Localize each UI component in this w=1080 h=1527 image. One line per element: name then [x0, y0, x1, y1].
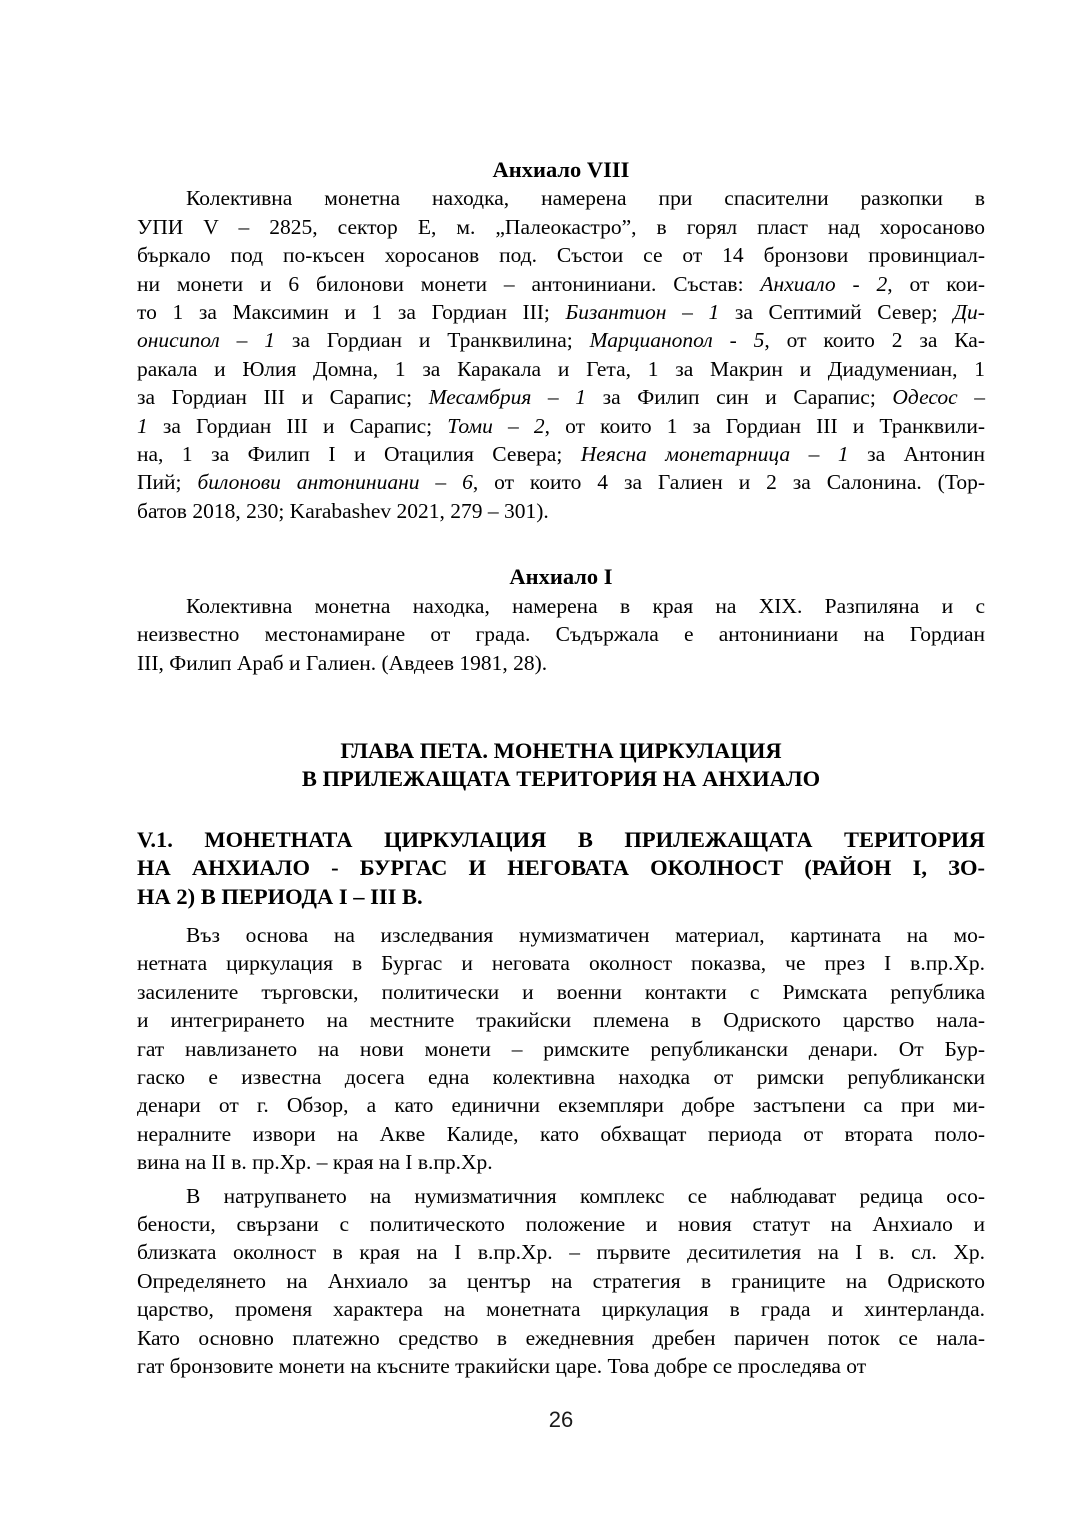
text-line: В натрупването на нумизматичния комплекс се наблюдават редица осо-: [186, 1183, 985, 1208]
section-heading-line: V.1. МОНЕТНАТА ЦИРКУЛАЦИЯ В ПРИЛЕЖАЩАТА ТЕРИТОРИЯ: [137, 826, 985, 852]
text-line: нетната циркулация в Бургас и неговата околност показва, че през I в.пр.Хр.: [137, 951, 985, 976]
section-heading-line: НА АНХИАЛО - БУРГАС И НЕГОВАТА ОКОЛНОСТ (РАЙОН I, ЗО-: [137, 855, 985, 881]
italic-text-segment: онисипол – 1: [137, 328, 276, 353]
paragraph: [137, 921, 985, 1177]
text-line: Въз основа на изследвания нумизматичен материал, картината на мо-: [186, 922, 985, 947]
text-segment: за Гордиан и Транквилина;: [275, 328, 590, 353]
find-heading: Анхиало VIII: [492, 157, 630, 182]
text-line: [137, 270, 985, 298]
text-segment: Пий;: [137, 470, 198, 495]
text-line: УПИ V – 2825, сектор Е, м. „Палеокастро”, в горял пласт над хоросаново: [137, 214, 985, 239]
text-line: батов 2018, 230; Karabashev 2021, 279 – 301).: [137, 498, 549, 523]
page-number: 26: [548, 1407, 574, 1432]
text-line: [137, 383, 985, 411]
italic-text-segment: 1: [137, 413, 148, 438]
text-line: III, Филип Араб и Галиен. (Авдеев 1981, 28).: [137, 650, 548, 675]
text-line: [137, 326, 985, 354]
italic-text-segment: Бизантион – 1: [565, 300, 720, 325]
italic-text-segment: билонови антониниани – 6: [197, 470, 473, 495]
text-line: [137, 298, 985, 326]
text-segment: ни монети и 6 билонови монети – антониниани. Състав:: [137, 271, 761, 296]
paragraph: [137, 1182, 985, 1381]
page-text-block: [137, 156, 985, 1380]
text-segment: за Септимий Север;: [719, 300, 954, 325]
text-segment: за Гордиан III и Сарапис;: [147, 413, 448, 438]
chapter-heading-line: В ПРИЛЕЖАЩАТА ТЕРИТОРИЯ НА АНХИАЛО: [301, 766, 821, 792]
italic-text-segment: Одесос –: [892, 385, 985, 410]
text-line: близката околност в края на I в.пр.Хр. – първите деситилетия на I в. сл. Хр.: [137, 1240, 985, 1265]
italic-text-segment: Месамбрия – 1: [428, 385, 587, 410]
text-segment: , от които 1 за Гордиан III и Транквили-: [544, 413, 985, 438]
italic-text-segment: Марцианопол - 5: [589, 328, 765, 353]
chapter-heading: [137, 737, 985, 794]
text-line: неизвестно местонамиране от града. Съдържала е антониниани на Гордиан: [137, 622, 985, 647]
text-line: гат навлизането на нови монети – римските републикански денари. От Бур-: [137, 1036, 985, 1061]
text-line: [137, 468, 985, 496]
text-line: ракала и Юлия Домна, 1 за Каракала и Гета, 1 за Макрин и Диадумениан, 1: [137, 356, 985, 381]
text-segment: , от които 4 за Галиен и 2 за Салонина. (Тор-: [472, 470, 985, 495]
section-heading-line: НА 2) В ПЕРИОДА I – III В.: [137, 883, 423, 909]
text-line: бъркало под по-късен хоросанов под. Състои се от 14 бронзови провинциал-: [137, 243, 985, 268]
text-line: Колективна монетна находка, намерена при спасителни разкопки в: [186, 186, 985, 211]
paragraph: [137, 184, 985, 525]
text-line: засилените търговски, политически и военни контакти с Римската република: [137, 979, 985, 1004]
text-line: [137, 412, 985, 440]
italic-text-segment: Неясна монетарница – 1: [580, 442, 849, 467]
text-line: Колективна монетна находка, намерена в края на XIX. Разпиляна и с: [186, 593, 985, 618]
section-heading: [137, 826, 985, 911]
text-segment: на, 1 за Филип I и Отацилия Севера;: [137, 442, 581, 467]
text-line: и интегрирането на местните тракийски племена в Одриското царство нала-: [137, 1008, 985, 1033]
find-heading: Анхиало I: [509, 564, 613, 590]
text-segment: за Гордиан III и Сарапис;: [137, 385, 429, 410]
text-line: гаско е известна досега една колективна находка от римски републикански: [137, 1064, 985, 1089]
text-segment: за Антонин: [848, 442, 986, 467]
text-line: Като основно платежно средство в ежедневния дребен паричен поток се нала-: [137, 1325, 985, 1350]
paragraph: [137, 592, 985, 677]
text-segment: то 1 за Максимин и 1 за Гордиан III;: [137, 300, 566, 325]
italic-text-segment: Ди-: [953, 300, 985, 325]
text-line: вина на II в. пр.Хр. – края на I в.пр.Хр.: [137, 1150, 493, 1175]
text-line: [137, 440, 985, 468]
text-line: гат бронзовите монети на късните тракийски царе. Това добре се проследява от: [137, 1354, 867, 1379]
text-segment: за Филип син и Сарапис;: [586, 385, 893, 410]
italic-text-segment: Анхиало - 2: [760, 271, 888, 296]
text-line: денари от г. Обзор, а като единични екземпляри добре застъпени са при ми-: [137, 1093, 985, 1118]
text-line: Определянето на Анхиало за център на стратегия в границите на Одриското: [137, 1268, 985, 1293]
text-line: царство, променя характера на монетната циркулация в града и хинтерланда.: [137, 1297, 985, 1322]
text-segment: , от които 2 за Ка-: [764, 328, 985, 353]
text-line: бености, свързани с политическото положение и новия статут на Анхиало и: [137, 1212, 985, 1236]
text-segment: , от кои-: [887, 271, 986, 296]
text-line: нералните извори на Акве Калиде, като обхващат периода от втората поло-: [137, 1121, 985, 1146]
italic-text-segment: Томи – 2: [447, 413, 545, 438]
chapter-heading-line: ГЛАВА ПЕТА. МОНЕТНА ЦИРКУЛАЦИЯ: [340, 737, 782, 763]
